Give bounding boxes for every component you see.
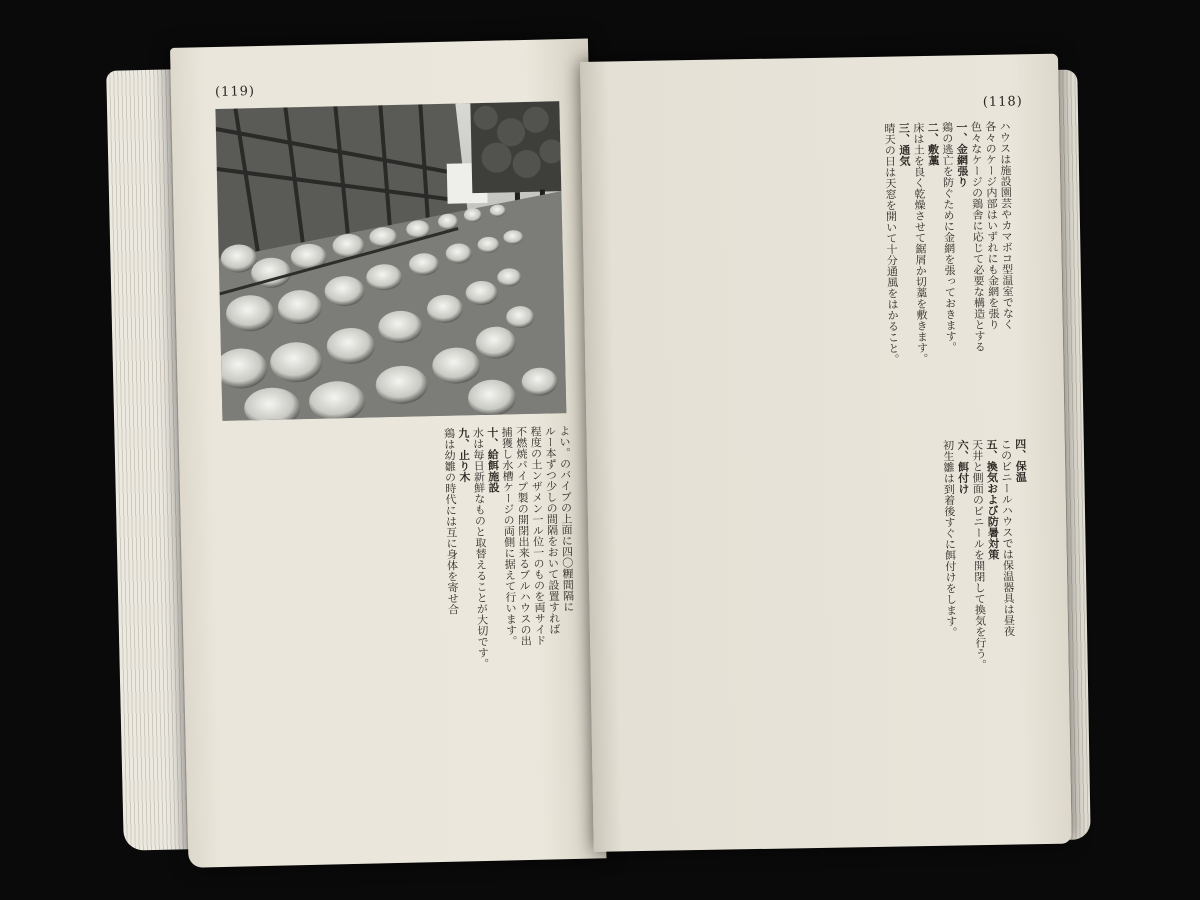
text-column: 床は土を良く乾燥させて鋸屑か切藁を敷きます。 — [911, 121, 929, 365]
right-page-bottom-text — [617, 438, 1033, 805]
text-column: 程度の土ンザメン一ル位一のものを両サイド — [528, 425, 547, 646]
text-column: 色々なケージの鶏舎に応じて必要な構造とする — [969, 120, 987, 353]
chicken-barn-photo — [215, 101, 566, 421]
text-column: よい。のバイプの上面に四〇糎間隔に — [557, 425, 575, 613]
section-heading: 九、止り木 — [456, 427, 472, 483]
section-heading: 六、餌付け — [956, 439, 970, 495]
text-column: 水は毎日新鮮なものと取替えることが大切です。 — [471, 426, 490, 670]
section-heading: 一、金網張り — [954, 121, 970, 188]
section-heading: 五、換気および防暑対策 — [984, 438, 1000, 560]
left-page — [170, 39, 606, 868]
text-column: 各々のケージ内部はいずれにも金網を張り — [983, 120, 1001, 330]
text-column: 天井と側面のビニールを開閉して換気を行う。 — [970, 439, 988, 671]
text-column: 捕獲し水槽ケージの両側に据えて行います。 — [500, 426, 519, 647]
page-number-left: (119) — [214, 84, 256, 100]
page-number-right: (118) — [982, 94, 1023, 110]
right-page — [580, 54, 1072, 852]
text-column: ルー本ずつ少しの間隔をおいて設置すれば — [543, 425, 561, 635]
text-column: 初生雛は到着後すぐに餌付けをします。 — [941, 439, 959, 638]
right-page-top-text — [611, 120, 1016, 437]
text-column: 不燃焼パイプ製の開閉出来るブルハウスの出 — [514, 425, 533, 647]
text-column: 鶏の逃亡を防ぐために金網を張っておきます。 — [940, 121, 958, 353]
section-heading: 二、敷藁 — [926, 121, 940, 166]
text-column: このビニールハウスでは保温器具は昼夜 — [999, 438, 1016, 637]
section-heading: 十、給餌施設 — [485, 426, 501, 493]
text-column: 晴天の日は天窓を開いて十分通風をはかること。 — [882, 122, 901, 365]
left-page-body-text — [223, 425, 580, 833]
text-column: ハウスは施設園芸やカマボコ型温室でなく — [998, 120, 1015, 330]
section-heading: 三、通気 — [897, 122, 912, 167]
text-column: 鶏は幼雛の時代には互に身体を寄せ合 — [442, 427, 460, 615]
section-heading: 四、保温 — [1013, 438, 1028, 483]
